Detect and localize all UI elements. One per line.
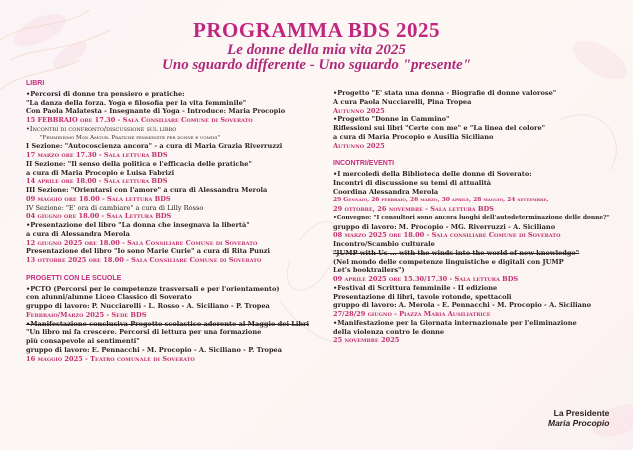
incontri-line: Coordina Alessandra Merola [333,187,439,196]
incontri-line: gruppo di lavoro: A. Merola - E. Pennacchi - M. Procopio - A. Siciliano [333,301,592,310]
subtitle-primary: Le donne della mia vita 2025 [227,42,406,58]
incontri-line: Let's booktrailers") [333,266,405,275]
libri-line: III Sezione: "Orientarsi con l'amore" a cura di Alessandra Merola [26,186,268,194]
incontri-date: 09 aprile 2025 ore 15.30/17.30 - Sala lettura BDS [333,275,519,283]
progetti-date: Autunno 2025 [333,106,385,115]
libri-date: 14 aprile ore 18.00 - Sala lettura BDS [26,177,168,186]
progetti-line: A cura Paola Nucciarelli, Pina Tropea [333,97,472,106]
incontri-line: •I mercoledì della Biblioteca delle donne di Soverato: [333,170,532,178]
scuole-line: "Un libro mi fa crescere. Percorsi di lettura per una formazione [26,328,262,337]
page-header [0,18,633,73]
libri-date: 15 FEBBRAIO ore 17.30 - Sala Consiliare Comune di Soverato [26,116,253,124]
subtitle-secondary: Uno sguardo differente - Uno sguardo "presente" [162,57,471,73]
libri-date: 09 maggio ore 18.00 - Sala lettura BDS [26,194,171,203]
libri-line: "Femminismo Mon Amour. Pratiche femministe per donne e uomini" [40,134,220,141]
progetti-line: •Progetto "Donne in Cammino" [333,115,450,124]
scuole-line: •Manifestazione conclusiva Progetto scolastico aderente al Maggio dei Libri [26,319,309,328]
left-column [26,80,311,363]
incontri-line: •Convegno: "I consultori sono ancora luoghi dell'autodeterminazione delle donne?" [333,213,610,221]
libri-line: a cura di Maria Procopio e Luisa Fabrizi [26,168,175,177]
section-heading-libri: LIBRI [26,80,45,87]
section-heading-scuole: PROGETTI CON LE SCUOLE [26,274,122,282]
progetti-date: Autunno 2025 [333,141,385,150]
incontri-date: 29 ottobre, 26 novembre - Sala lettura BDS [333,205,494,213]
scuole-line: •PCTO (Percorsi per le competenze trasversali e per l'orientamento) [26,284,280,293]
libri-line: Con Paola Malatesta - Insegnante di Yoga - Introduce: Maria Procopio [26,107,286,116]
presidente-role: La Presidente [553,408,610,418]
incontri-date: 25 novembre 2025 [333,336,400,345]
libri-date: 17 marzo ore 17.30 - Sala lettura BDS [26,151,168,159]
libri-date: 13 ottobre 2025 ore 18.00 - Sala Consiliare Comune di Soverato [26,256,262,264]
presidente-name: Maria Procopio [548,418,610,428]
incontri-line: •Festival di Scrittura femminile - II edizione [333,283,498,292]
scuole-line: con alunni/alunne Liceo Classico di Soverato [26,293,192,302]
libri-line: a cura di Alessandra Merola [26,229,130,238]
libri-line: "La danza della forza. Yoga e filosofia per la vita femminile" [26,98,247,107]
incontri-line: della violenza contro le donne [333,327,445,336]
section-heading-incontri: INCONTRI/EVENTI [333,160,395,168]
progetti-line: Riflessioni sui libri "Certe con me" e "La linea del colore" [333,124,546,132]
scuole-line: più consapevole ai sentimenti" [26,337,140,345]
incontri-date: 27/28/29 giugno - Piazza Maria Ausiliatrice [333,310,491,318]
incontri-line: •Manifestazione per la Giornata internazionale per l'eliminazione [333,318,577,327]
incontri-line: (Nel mondo delle competenze linguistiche e digitali con JUMP [333,257,564,266]
incontri-line: gruppo di lavoro: M. Procopio - MG. Riverruzzi - A. Siciliano [333,222,556,231]
incontri-line: Incontri di discussione su temi di attualità [333,178,492,187]
progetti-line: a cura di Maria Procopio e Ausilia Siciliano [333,132,494,141]
scuole-date: Febbraio/Marzo 2025 - Sede BDS [26,310,147,319]
right-column [333,80,610,345]
scuole-line: gruppo di lavoro: P. Nucciarelli - L. Rosso - A. Siciliano - P. Tropea [26,302,270,310]
incontri-line: Presentazione di libri, tavole rotonde, spettacoli [333,292,512,301]
page-title: PROGRAMMA BDS 2025 [193,18,440,42]
presidente-signature [548,408,609,428]
incontri-date: 08 marzo 2025 ore 18.00 - Sala consiliare Comune di Soverato [333,231,561,240]
libri-date: 12 giugno 2025 ore 18.00 - Sala Consiliare Comune di Soverato [26,238,258,247]
libri-line: •Incontri di confronto/discussione sul libro [26,124,177,133]
progetti-line: •Progetto "E' stata una donna - Biografie di donne valorose" [333,89,557,97]
libri-line: •Presentazione del libro "La donna che insegnava la libertà" [26,221,250,229]
libri-date: 04 giugno ore 18.00 - Sala Lettura BDS [26,212,172,221]
libri-line: II Sezione: "Il senso della politica e l'efficacia delle pratiche" [26,159,252,168]
incontri-date: 29 Gennaio, 26 febbraio, 26 marzo, 30 aprile, 28 maggio, 24 settembre, [333,196,549,204]
libri-line: IV Sezione: "E' ora di cambiare" a cura di Lilly Rosso [26,203,204,212]
libri-line: •Percorsi di donne tra pensiero e pratiche: [26,89,185,98]
incontri-line: "JUMP with Us ... with the winds into the world of new knowledge" [333,248,580,257]
incontri-line: Incontro/Scambio culturale [333,240,435,248]
libri-line: Presentazione del libro "Io sono Marie Curie" a cura di Rita Punzi [26,247,270,256]
scuole-date: 16 maggio 2025 - Teatro comunale di Soverato [26,354,195,363]
libri-line: I Sezione: "Autocoscienza ancora" - a cura di Maria Grazia Riverruzzi [26,142,283,151]
scuole-line: gruppo di lavoro: E. Pennacchi - M. Procopio - A. Siciliano - P. Tropea [26,345,283,354]
